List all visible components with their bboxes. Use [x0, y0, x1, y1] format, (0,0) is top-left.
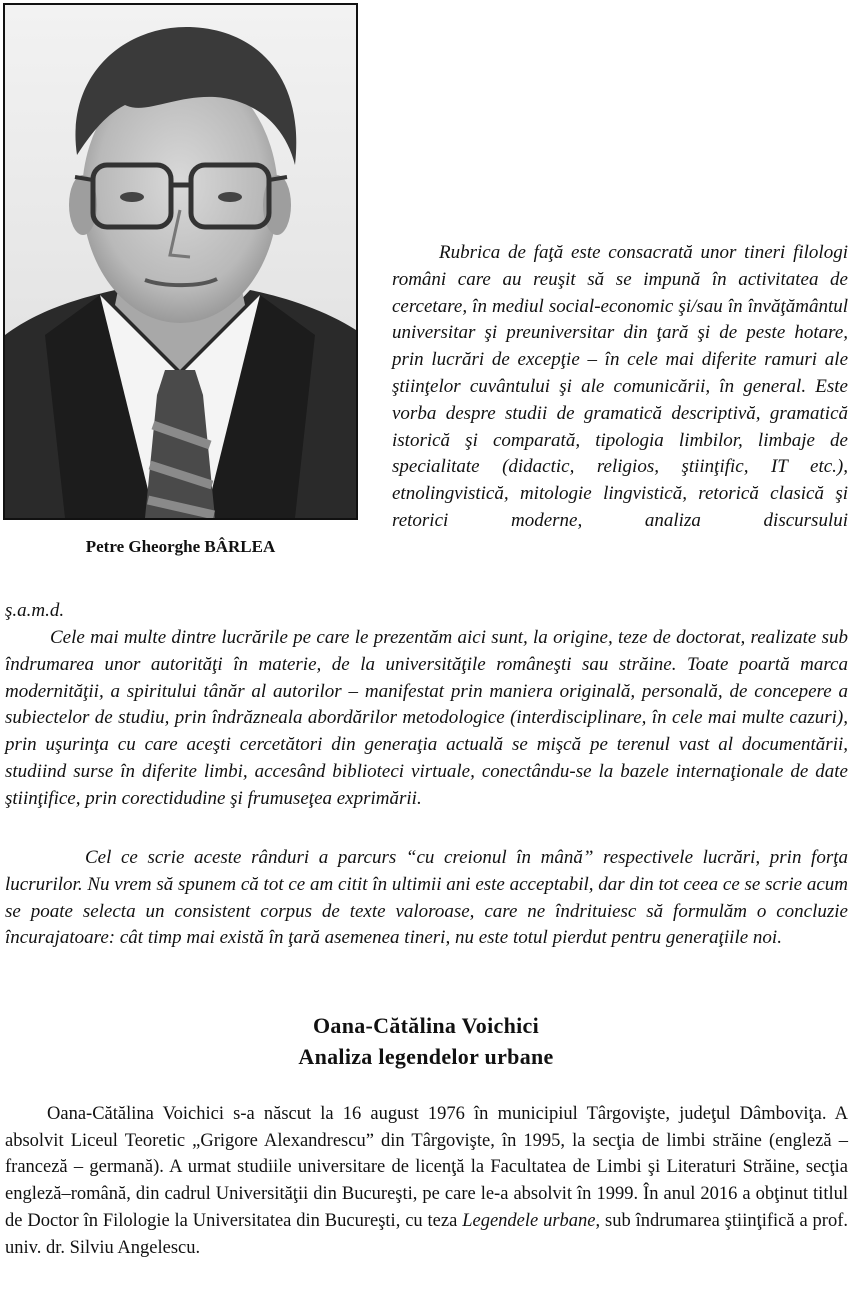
intro-paragraph-1: Rubrica de faţă este consacrată unor tineri filologi români care au reuşit să se impună în activitatea de cercetare, în mediul social-economic şi/sau în învăţământul universitar şi preuniversitar din ţară şi de peste hotare, prin lucrări de excepţie – în cele mai diferite ramuri ale ştiinţelor cuvântului şi ale comunicării, în general. Este vorba despre studii de gramatică descriptivă, gramatică istorică şi comparată, tipologia limbilor, limbaje de specialitate (didactic, religios, ştiinţific, IT etc.), etnolingvistică, mitologie lingvistică, retorică clasică şi retorici moderne, analiza discursului	[392, 242, 848, 531]
bio-thesis-title: Legendele urbane	[462, 1210, 596, 1231]
article-title-heading: Analiza legendelor urbane	[298, 1044, 554, 1069]
article-author-heading: Oana-Cătălina Voichici	[312, 1013, 540, 1038]
portrait-icon	[5, 5, 356, 518]
intro-paragraph-2: Cele mai multe dintre lucrările pe care le prezentăm aici sunt, la origine, teze de doctorat, realizate sub îndrumarea unor autorităţi în materie, de la universităţile româneşti sau străine. Toate poartă marca modernităţii, a spiritului tânăr al autorilor – manifestat prin maniera originală, personală, de concepere a subiectelor de studiu, prin îndrăzneala abordărilor metodologice (interdisciplinare, în cele mai multe cazuri), prin uşurinţa cu care aceşti cercetători din generaţia actuală se mişcă pe terenul vast al documentării, studiind surse în diferite limbi, accesând biblioteci virtuale, conectându-se la bazele internaţionale de date ştiinţifice, prin corectidudine şi frumuseţea exprimării.	[5, 627, 848, 809]
intro-paragraph-1-end: ş.a.m.d.	[5, 600, 65, 621]
bio-text-part-2: , sub îndrumarea ştiinţifică a prof. univ. dr. Silviu Angelescu.	[5, 1210, 848, 1258]
bio-text-part-1: Oana-Cătălina Voichici s-a născut la 16 august 1976 în municipiul Târgovişte, judeţul Dâmboviţa. A absolvit Liceul Teoretic „Grigore Alexandrescu” din Târgovişte, în 1995, la secţia de limbi străine (engleză – franceză – germană). A urmat studiile universitare de licenţă la Facultatea de Limbi şi Literaturi Străine, secţia engleză–română, din cadrul Universităţii din Bucureşti, pe care le-a absolvit în 1999. În anul 2016 a obţinut titlul de Doctor în Filologie la Universitatea din Bucureşti, cu teza	[5, 1104, 848, 1231]
author-biography	[5, 1101, 848, 1261]
intro-paragraph-3: Cel ce scrie aceste rânduri a parcurs “cu creionul în mână” respectivele lucrări, prin forţa lucrurilor. Nu vrem să spunem că tot ce am citit în ultimii ani este acceptabil, dar din tot ceea ce se scrie acum se poate selecta un consistent corpus de texte valoroase, care ne îndrituiesc să formulăm o concluzie încurajatoare: cât timp mai există în ţară asemenea tineri, nu este totul pierdut pentru generaţiile noi.	[5, 847, 848, 949]
author-portrait-photo	[3, 3, 358, 520]
photo-caption: Petre Gheorghe BÂRLEA	[85, 537, 276, 556]
